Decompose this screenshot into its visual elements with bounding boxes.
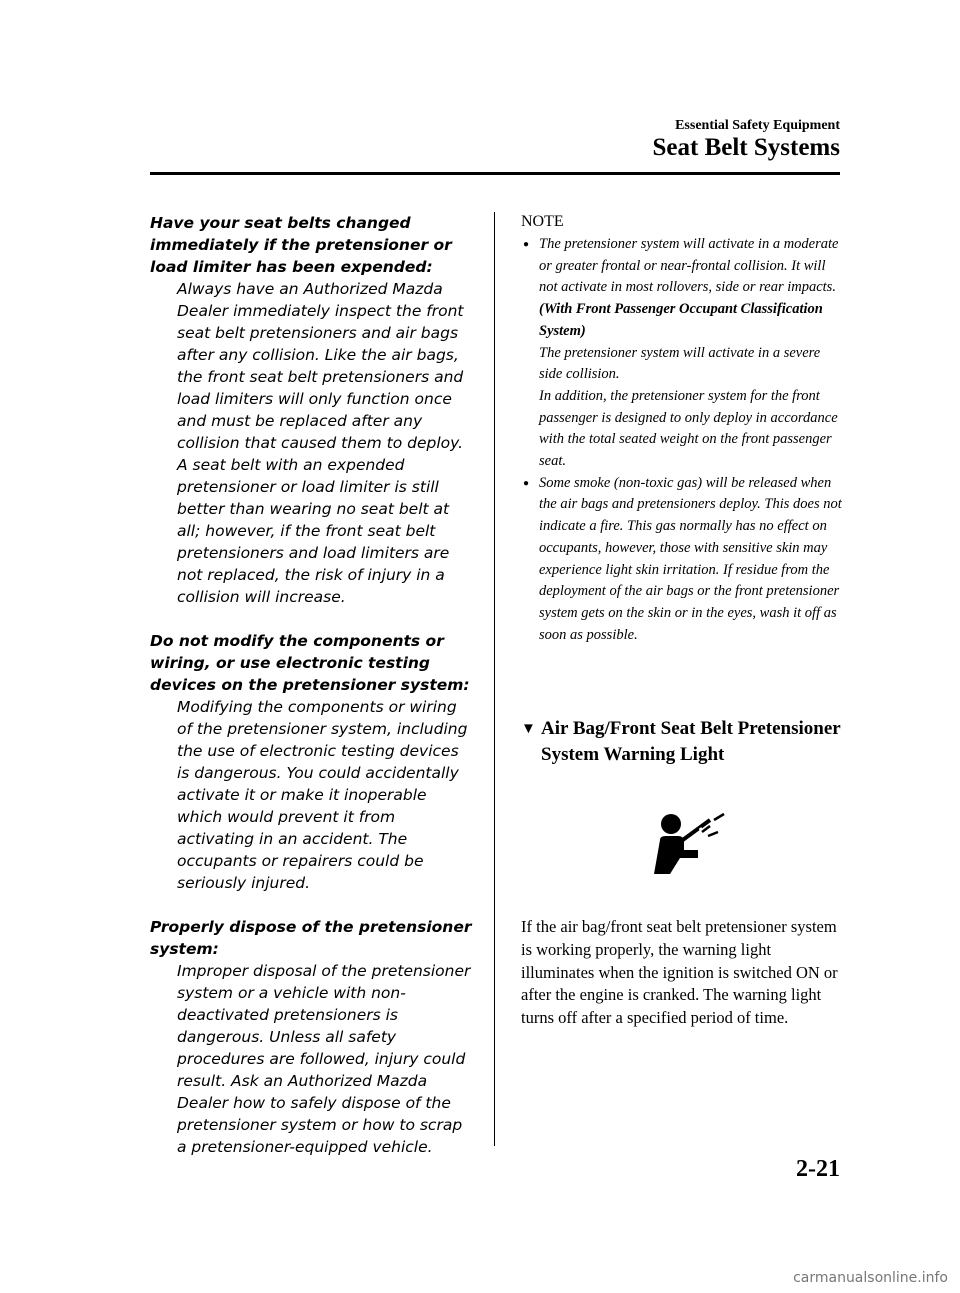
note-text: Some smoke (non-toxic gas) will be released when the air bags and pretensioners deploy. This does not indicate a fire. This gas normally has no effect on occupants, however, those with sensitive skin may experience light skin irritation. If residue from the deployment of the air bags or the front pretensioner system gets on the skin or in the eyes, wash it off as soon as possible. (539, 474, 842, 643)
note-sub-heading: (With Front Passenger Occupant Classification System) (539, 301, 823, 339)
note-list (521, 234, 843, 646)
page-title: Seat Belt Systems (652, 134, 840, 161)
bullet-icon: ● (523, 477, 530, 489)
warning-heading: Properly dispose of the pretensioner system: (150, 918, 472, 958)
header-section-label: Essential Safety Equipment (675, 118, 840, 133)
header-divider (150, 172, 840, 175)
warning-body: Improper disposal of the pretensioner system or a vehicle with non-deactivated pretensioners is dangerous. Unless all safety procedures are followed, injury could result. Ask an Authorized Mazda Dealer how to safely dispose of the pretensioner system or how to scrap a pretensioner-equipped vehicle. (177, 962, 471, 1156)
warning-block (150, 916, 472, 1158)
section-heading-text: Air Bag/Front Seat Belt Pretensioner System Warning Light (541, 718, 841, 765)
note-item (521, 473, 843, 647)
section-heading (521, 716, 851, 768)
note-text: The pretensioner system will activate in a moderate or greater frontal or near-frontal collision. It will not activate in most rollovers, side or rear impacts. (539, 236, 839, 296)
column-divider (494, 212, 495, 1146)
right-column (521, 212, 843, 646)
note-label: NOTE (521, 213, 564, 230)
warning-heading: Have your seat belts changed immediately if the pretensioner or load limiter has been expended: (150, 214, 452, 276)
watermark: carmanualsonline.info (793, 1270, 948, 1286)
air-bag-warning-icon (650, 812, 728, 876)
warning-block (150, 630, 472, 894)
note-sub-text: In addition, the pretensioner system for the front passenger is designed to only deploy in accordance with the total seated weight on the front passenger seat. (539, 387, 838, 470)
left-column (150, 212, 472, 1180)
note-sub-text: The pretensioner system will activate in a severe side collision. (539, 344, 821, 383)
section-paragraph: If the air bag/front seat belt pretensioner system is working properly, the warning light illuminates when the ignition is switched ON or after the engine is cranked. The warning light turns off after a specified period of time. (521, 917, 838, 1028)
warning-block (150, 212, 472, 608)
triangle-down-icon: ▼ (521, 721, 536, 737)
warning-heading: Do not modify the components or wiring, or use electronic testing devices on the pretensioner system: (150, 632, 470, 694)
bullet-icon: ● (523, 239, 530, 250)
warning-body: Modifying the components or wiring of the pretensioner system, including the use of electronic testing devices is dangerous. You could accidentally activate it or make it inoperable which would prevent it from activating in an accident. The occupants or repairers could be seriously injured. (177, 698, 468, 892)
note-item (521, 234, 843, 473)
warning-body: Always have an Authorized Mazda Dealer immediately inspect the front seat belt pretensioners and air bags after any collision. Like the air bags, the front seat belt pretensioners and load limiters will only function once and must be replaced after any collision that caused them to deploy. A seat belt with an expended pretensioner or load limiter is still better than wearing no seat belt at all; however, if the front seat belt pretensioners and load limiters are not replaced, the risk of injury in a collision will increase. (177, 280, 464, 606)
page-number: 2-21 (796, 1156, 840, 1182)
